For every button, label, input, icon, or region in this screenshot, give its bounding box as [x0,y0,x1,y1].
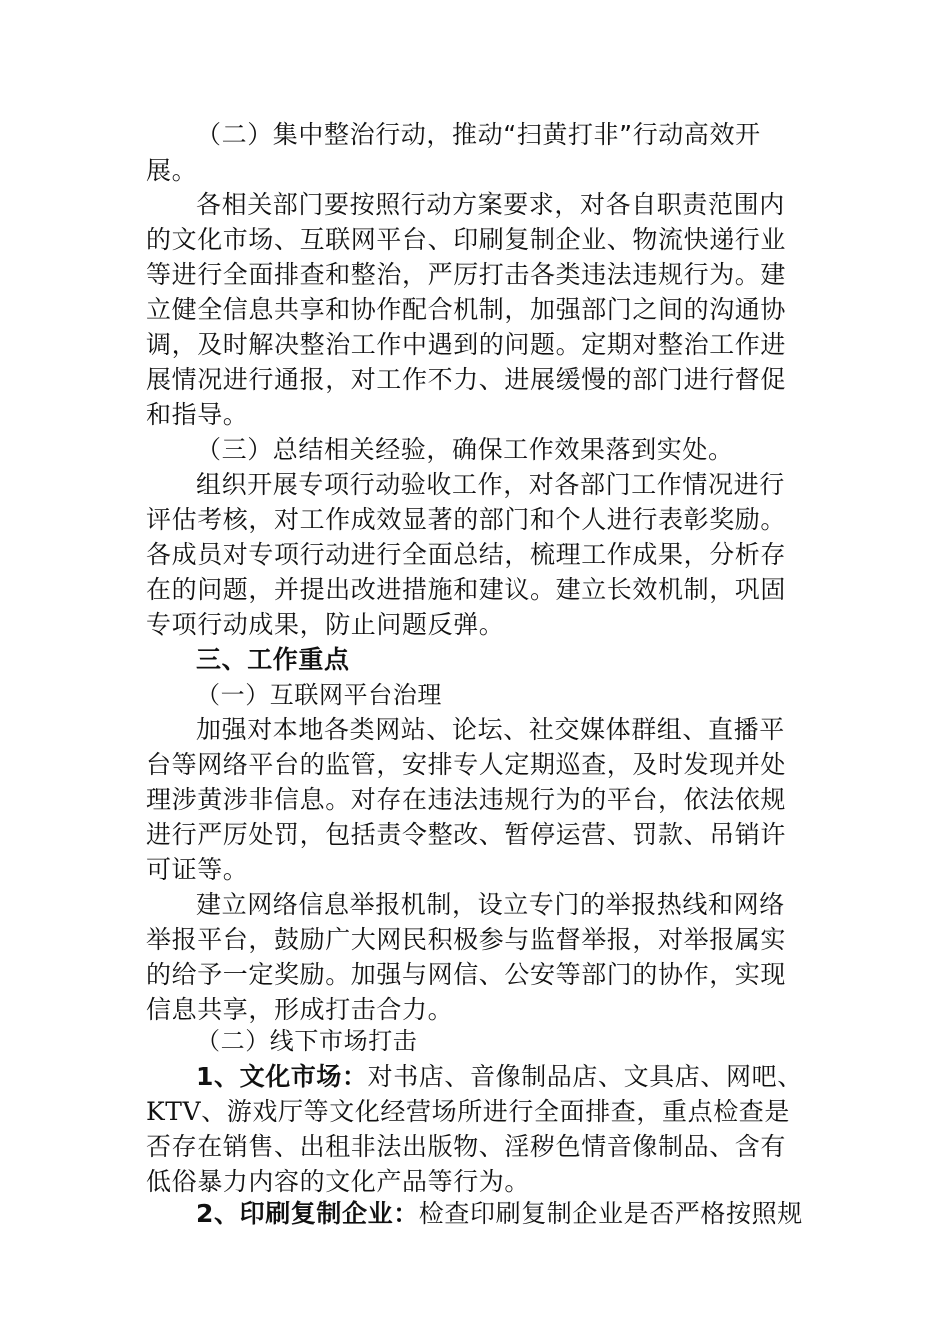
paragraph-line: 等进行全面排查和整治，严厉打击各类违法违规行为。建 [146,260,787,289]
lead-text: 检查印刷复制企业是否严格按照规 [418,1199,803,1228]
section-heading: 三、工作重点 [196,645,350,674]
subheading-2: （二）集中整治行动，推动“扫黄打非”行动高效开 [196,120,761,149]
paragraph-line: KTV、游戏厅等文化经营场所进行全面排查，重点检查是 [146,1097,791,1126]
paragraph-line: 各成员对专项行动进行全面总结，梳理工作成果，分析存 [146,540,787,569]
paragraph-line: 的给予一定奖励。加强与网信、公安等部门的协作，实现 [146,960,787,989]
subheading-2-cont: 展。 [146,156,198,185]
paragraph-line-leading [196,1197,806,1231]
paragraph-line: 理涉黄涉非信息。对存在违法违规行为的平台，依法依规 [146,785,787,814]
paragraph-line: 各相关部门要按照行动方案要求，对各自职责范围内 [196,190,785,219]
paragraph-line: 立健全信息共享和协作配合机制，加强部门之间的沟通协 [146,295,787,324]
paragraph-line: 在的问题，并提出改进措施和建议。建立长效机制，巩固 [146,575,787,604]
paragraph-line: 可证等。 [146,855,249,884]
paragraph-line: 进行严厉处罚，包括责令整改、暂停运营、罚款、吊销许 [146,820,787,849]
paragraph-line: 调，及时解决整治工作中遇到的问题。定期对整治工作进 [146,330,787,359]
paragraph-line: 举报平台，鼓励广大网民积极参与监督举报，对举报属实 [146,925,787,954]
paragraph-line: 否存在销售、出租非法出版物、淫秽色情音像制品、含有 [146,1132,787,1161]
paragraph-line: 加强对本地各类网站、论坛、社交媒体群组、直播平 [196,715,785,744]
paragraph-line: 信息共享，形成打击合力。 [146,995,454,1024]
lead-label: 2、印刷复制企业： [196,1199,419,1228]
paragraph-line: 和指导。 [146,400,249,429]
subheading-1: （一）互联网平台治理 [196,681,442,709]
paragraph-line: 建立网络信息举报机制，设立专门的举报热线和网络 [196,890,785,919]
paragraph-line: 台等网络平台的监管，安排专人定期巡查，及时发现并处 [146,750,787,779]
paragraph-line: 专项行动成果，防止问题反弹。 [146,610,505,639]
lead-label: 1、文化市场： [196,1062,368,1091]
subheading-2b: （二）线下市场打击 [196,1027,418,1055]
subheading-3: （三）总结相关经验，确保工作效果落到实处。 [196,435,734,464]
paragraph-line: 评估考核，对工作成效显著的部门和个人进行表彰奖励。 [146,505,787,534]
lead-text: 对书店、音像制品店、文具店、网吧、 [367,1062,803,1091]
paragraph-line: 的文化市场、互联网平台、印刷复制企业、物流快递行业 [146,225,787,254]
paragraph-line: 低俗暴力内容的文化产品等行为。 [146,1167,531,1196]
paragraph-line-leading [196,1060,806,1094]
paragraph-line: 组织开展专项行动验收工作，对各部门工作情况进行 [196,470,785,499]
paragraph-line: 展情况进行通报，对工作不力、进展缓慢的部门进行督促 [146,365,787,394]
